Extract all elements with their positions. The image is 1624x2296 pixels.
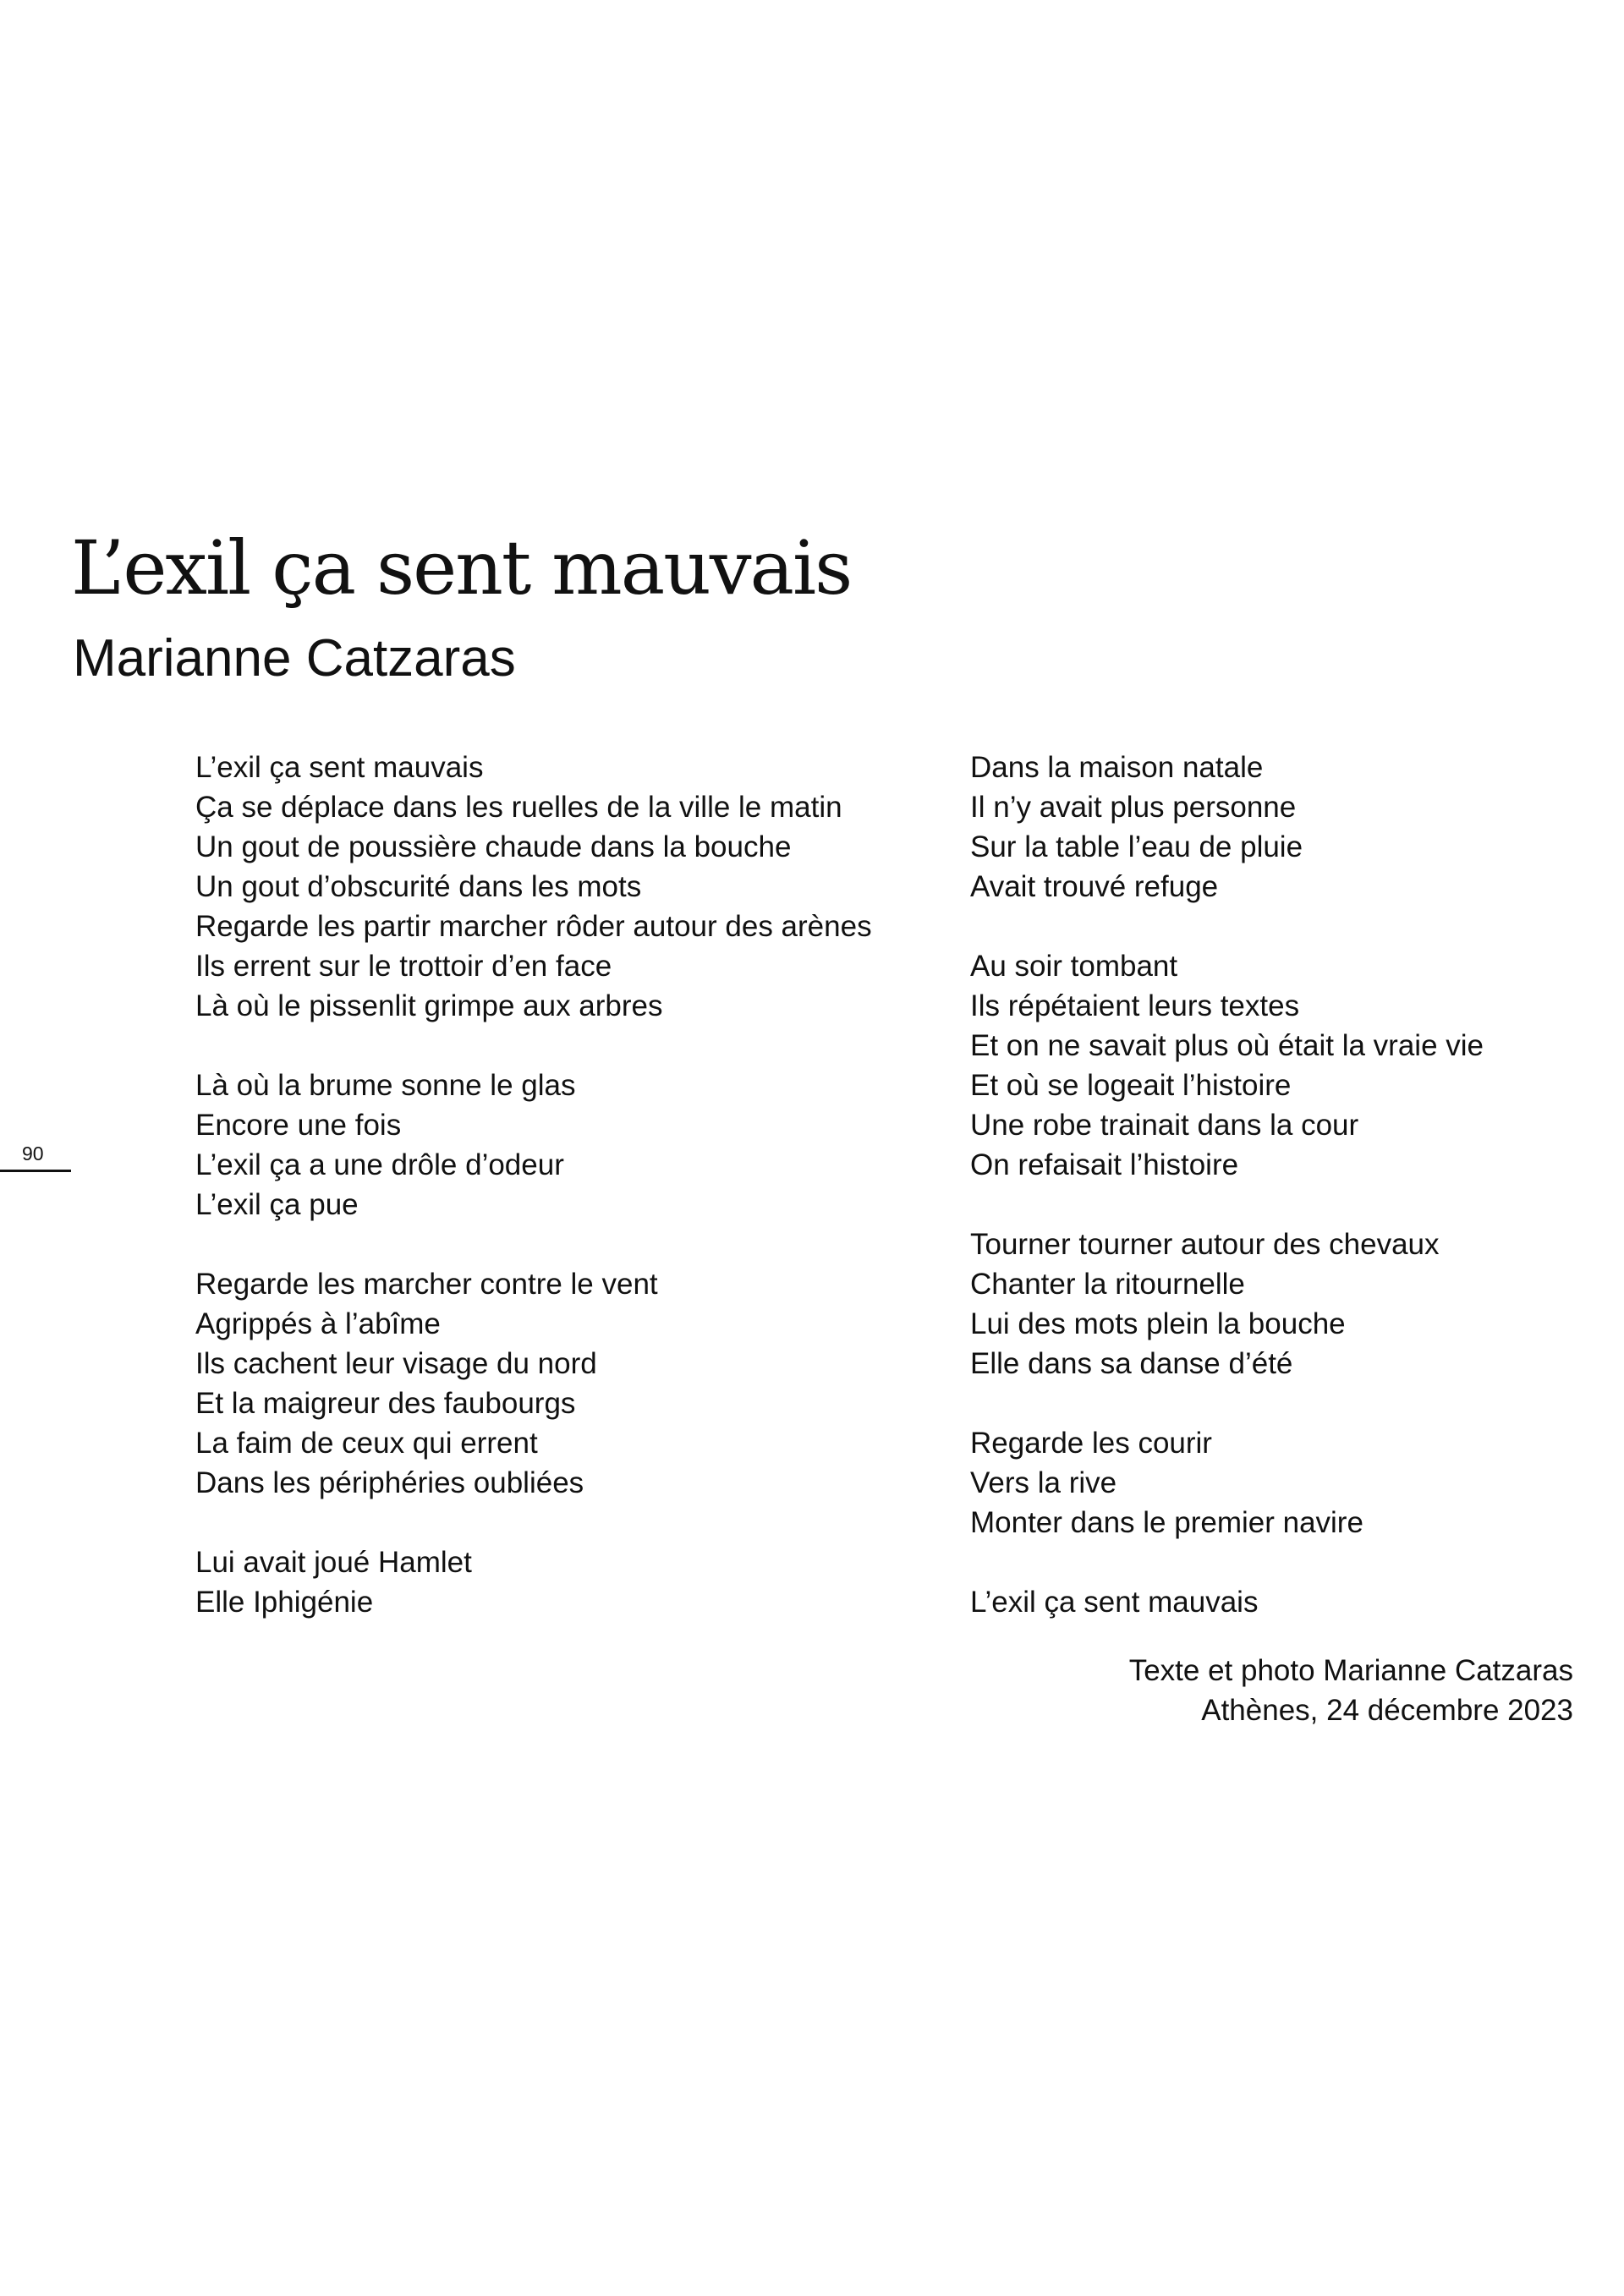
stanza	[970, 1225, 1613, 1384]
stanza	[970, 946, 1613, 1185]
poem-line: On refaisait l’histoire	[970, 1148, 1239, 1181]
author-name: Marianne Catzaras	[73, 629, 516, 688]
poem-line: Regarde les partir marcher rôder autour des arènes	[195, 910, 872, 943]
poem-line: Encore une fois	[195, 1109, 402, 1142]
page-number: 90	[22, 1143, 44, 1164]
stanza	[970, 1423, 1613, 1543]
credits-place-date: Athènes, 24 décembre 2023	[1201, 1694, 1573, 1727]
poem-line: Là où le pissenlit grimpe aux arbres	[195, 989, 663, 1022]
poem-line: Et où se logeait l’histoire	[970, 1069, 1292, 1102]
poem-line: L’exil ça sent mauvais	[970, 1586, 1259, 1619]
poem-line: Un gout d’obscurité dans les mots	[195, 870, 642, 903]
poem-line: Vers la rive	[970, 1466, 1117, 1499]
page-title: L’exil ça sent mauvais	[71, 524, 852, 611]
poem-line: Regarde les courir	[970, 1427, 1212, 1460]
poem-line: L’exil ça a une drôle d’odeur	[195, 1148, 564, 1181]
credits	[1129, 1651, 1573, 1730]
poem-line: Lui des mots plein la bouche	[970, 1307, 1346, 1340]
poem-line: Dans les périphéries oubliées	[195, 1466, 584, 1499]
poem-line: Agrippés à l’abîme	[195, 1307, 441, 1340]
stanza	[195, 1066, 897, 1225]
poem-line: Lui avait joué Hamlet	[195, 1546, 472, 1579]
poem-line: Un gout de poussière chaude dans la bouche	[195, 830, 792, 863]
poem-line: Regarde les marcher contre le vent	[195, 1268, 658, 1301]
poem-line: La faim de ceux qui errent	[195, 1427, 538, 1460]
poem-line: Elle dans sa danse d’été	[970, 1347, 1293, 1380]
stanza	[195, 1264, 897, 1503]
poem-line: Dans la maison natale	[970, 751, 1264, 784]
poem-line: Il n’y avait plus personne	[970, 791, 1297, 824]
poem-line: Avait trouvé refuge	[970, 870, 1219, 903]
stanza	[195, 1543, 897, 1622]
poem-line: L’exil ça sent mauvais	[195, 751, 484, 784]
poem-line: Là où la brume sonne le glas	[195, 1069, 576, 1102]
poem-line: Chanter la ritournelle	[970, 1268, 1245, 1301]
poem-line: Et on ne savait plus où était la vraie vie	[970, 1029, 1484, 1062]
stanza	[195, 748, 897, 1026]
stanza	[970, 1582, 1613, 1622]
poem-left-column	[195, 748, 897, 1662]
poem-line: Ils répétaient leurs textes	[970, 989, 1300, 1022]
poem-line: Une robe trainait dans la cour	[970, 1109, 1359, 1142]
poem-right-column	[970, 748, 1613, 1662]
page-number-rule	[0, 1170, 71, 1172]
poem-line: Ils cachent leur visage du nord	[195, 1347, 597, 1380]
poem-line: Elle Iphigénie	[195, 1586, 374, 1619]
stanza	[970, 748, 1613, 907]
poem-line: Monter dans le premier navire	[970, 1506, 1363, 1539]
poem-line: Sur la table l’eau de pluie	[970, 830, 1303, 863]
poem-line: L’exil ça pue	[195, 1188, 359, 1221]
credits-author: Texte et photo Marianne Catzaras	[1128, 1654, 1573, 1687]
poem-line: Et la maigreur des faubourgs	[195, 1387, 576, 1420]
poem-line: Ils errent sur le trottoir d’en face	[195, 950, 612, 983]
poem-line: Ça se déplace dans les ruelles de la ville le matin	[195, 791, 842, 824]
poem-line: Tourner tourner autour des chevaux	[970, 1228, 1440, 1261]
poem-line: Au soir tombant	[970, 950, 1178, 983]
